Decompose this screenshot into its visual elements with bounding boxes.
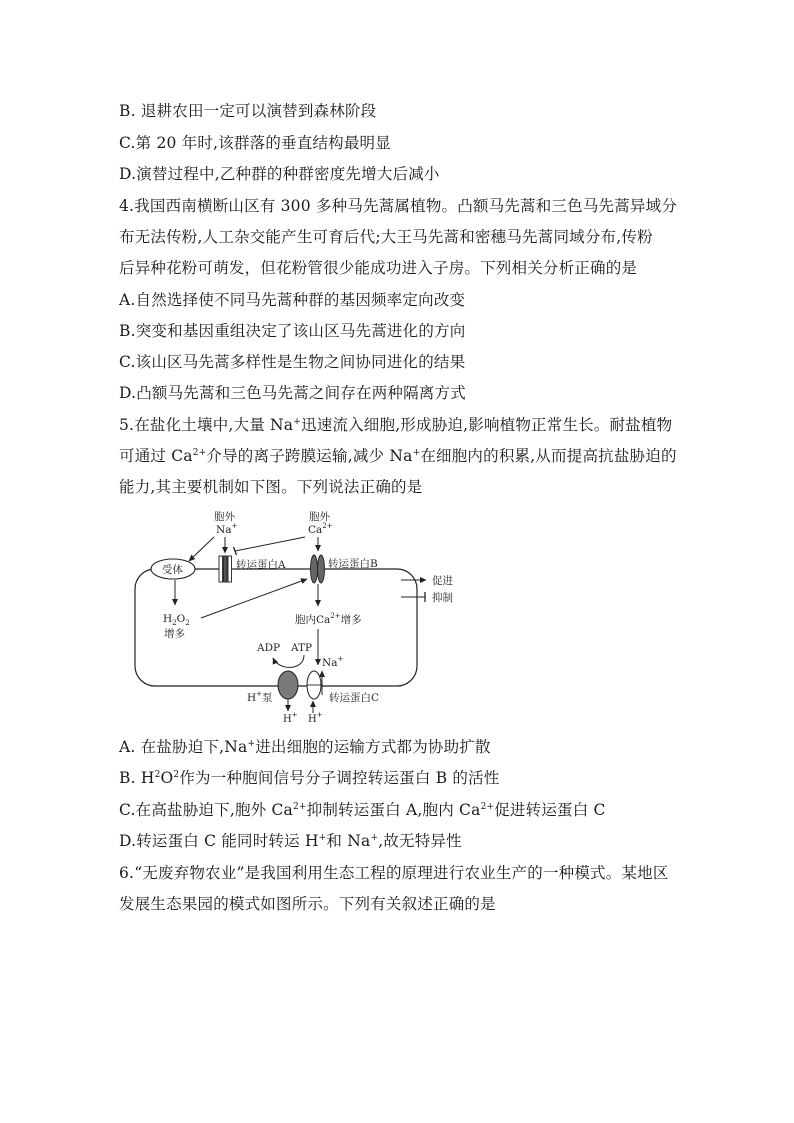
- arrow-h2o2-to-b: [201, 579, 307, 618]
- atp-label: ATP: [291, 642, 313, 654]
- q3-option-b: B. 退耕农田一定可以演替到森林阶段: [119, 102, 377, 120]
- q5-option-b: B. $H^2O^2$作为一种胞间信号分子调控转运蛋白 B 的活性: [119, 769, 500, 787]
- q5-option-d: D.转运蛋白 C 能同时转运 H+和 Na+,故无特异性: [119, 832, 462, 850]
- transporter-a: [219, 556, 232, 582]
- proton-pump-label: H+泵: [247, 690, 273, 704]
- extracellular-na-ion: Na+: [216, 522, 238, 536]
- adp-label: ADP: [257, 642, 281, 654]
- extracellular-ca-ion: $Ca^{2+}$: [308, 522, 333, 536]
- transporter-c-label: 转运蛋白C: [329, 692, 380, 704]
- extracellular-na-label: 胞外: [214, 511, 235, 523]
- intracellular-na-label: Na+: [322, 655, 344, 669]
- q5-option-c: C.在高盐胁迫下,胞外 $Ca^{2+}$抑制转运蛋白 A,胞内 $Ca^{2+}$促进转运蛋白 C: [119, 801, 606, 819]
- transporter-b: [311, 555, 325, 583]
- q4-option-c: C.该山区马先蒿多样性是生物之间协同进化的结果: [119, 353, 466, 371]
- q5-stem-line3: 能力,其主要机制如下图。下列说法正确的是: [119, 478, 423, 496]
- q5-stem-line1: 5.在盐化土壤中,大量 Na+迅速流入细胞,形成胁迫,影响植物正常生长。耐盐植物: [119, 416, 673, 434]
- receptor-label: 受体: [162, 564, 183, 576]
- transporter-b-label: 转运蛋白B: [328, 558, 378, 570]
- q4-stem-line1: 4.我国西南横断山区有 300 多种马先蒿属植物。凸额马先蒿和三色马先蒿异域分: [119, 197, 678, 215]
- q5-stem-line2: 可通过 $Ca^{2+}$介导的离子跨膜运输,减少 Na+在细胞内的积累,从而提高抗盐胁迫的: [119, 447, 677, 465]
- q5-option-a: A. 在盐胁迫下,Na+进出细胞的运输方式都为协助扩散: [119, 738, 491, 756]
- h2o2-label: $H_2O_2$: [163, 613, 190, 627]
- atp-to-adp-curve: [273, 655, 304, 667]
- legend-inhibit-label: 抑制: [432, 592, 453, 604]
- q4-stem-line2: 布无法传粉,人工杂交能产生可育后代;大王马先蒿和密穗马先蒿同域分布,传粉: [119, 228, 653, 246]
- q3-option-d: D.演替过程中,乙种群的种群密度先增大后减小: [119, 165, 440, 183]
- extracellular-ca-label: 胞外: [309, 511, 330, 523]
- arrow-na-to-receptor: [189, 537, 214, 561]
- h-ion-out-pump: H+: [283, 711, 298, 725]
- q6-stem-line1: 6.“无废弃物农业”是我国利用生态工程的原理进行农业生产的一种模式。某地区: [119, 864, 669, 882]
- q4-option-b: B.突变和基因重组决定了该山区马先蒿进化的方向: [119, 322, 466, 340]
- transporter-a-label: 转运蛋白A: [236, 559, 286, 571]
- h-ion-in-c: H+: [308, 711, 323, 725]
- q4-option-d: D.凸额马先蒿和三色马先蒿之间存在两种隔离方式: [119, 384, 466, 402]
- q4-option-a: A.自然选择使不同马先蒿种群的基因频率定向改变: [119, 291, 466, 309]
- intracellular-ca-label: 胞内$Ca^{2+}$增多: [295, 612, 362, 626]
- legend-promote-label: 促进: [432, 575, 453, 587]
- q6-stem-line2: 发展生态果园的模式如图所示。下列有关叙述正确的是: [119, 895, 496, 913]
- h2o2-increase-label: 增多: [164, 628, 185, 640]
- q3-option-c: C.第 20 年时,该群落的垂直结构最明显: [119, 134, 391, 152]
- q4-stem-line3: 后异种花粉可萌发，但花粉管很少能成功进入子房。下列相关分析正确的是: [119, 259, 638, 277]
- inhibit-ca-to-a: [235, 537, 305, 551]
- proton-pump: [278, 671, 298, 699]
- transporter-c: [307, 671, 321, 699]
- ion-transport-diagram: [119, 505, 479, 725]
